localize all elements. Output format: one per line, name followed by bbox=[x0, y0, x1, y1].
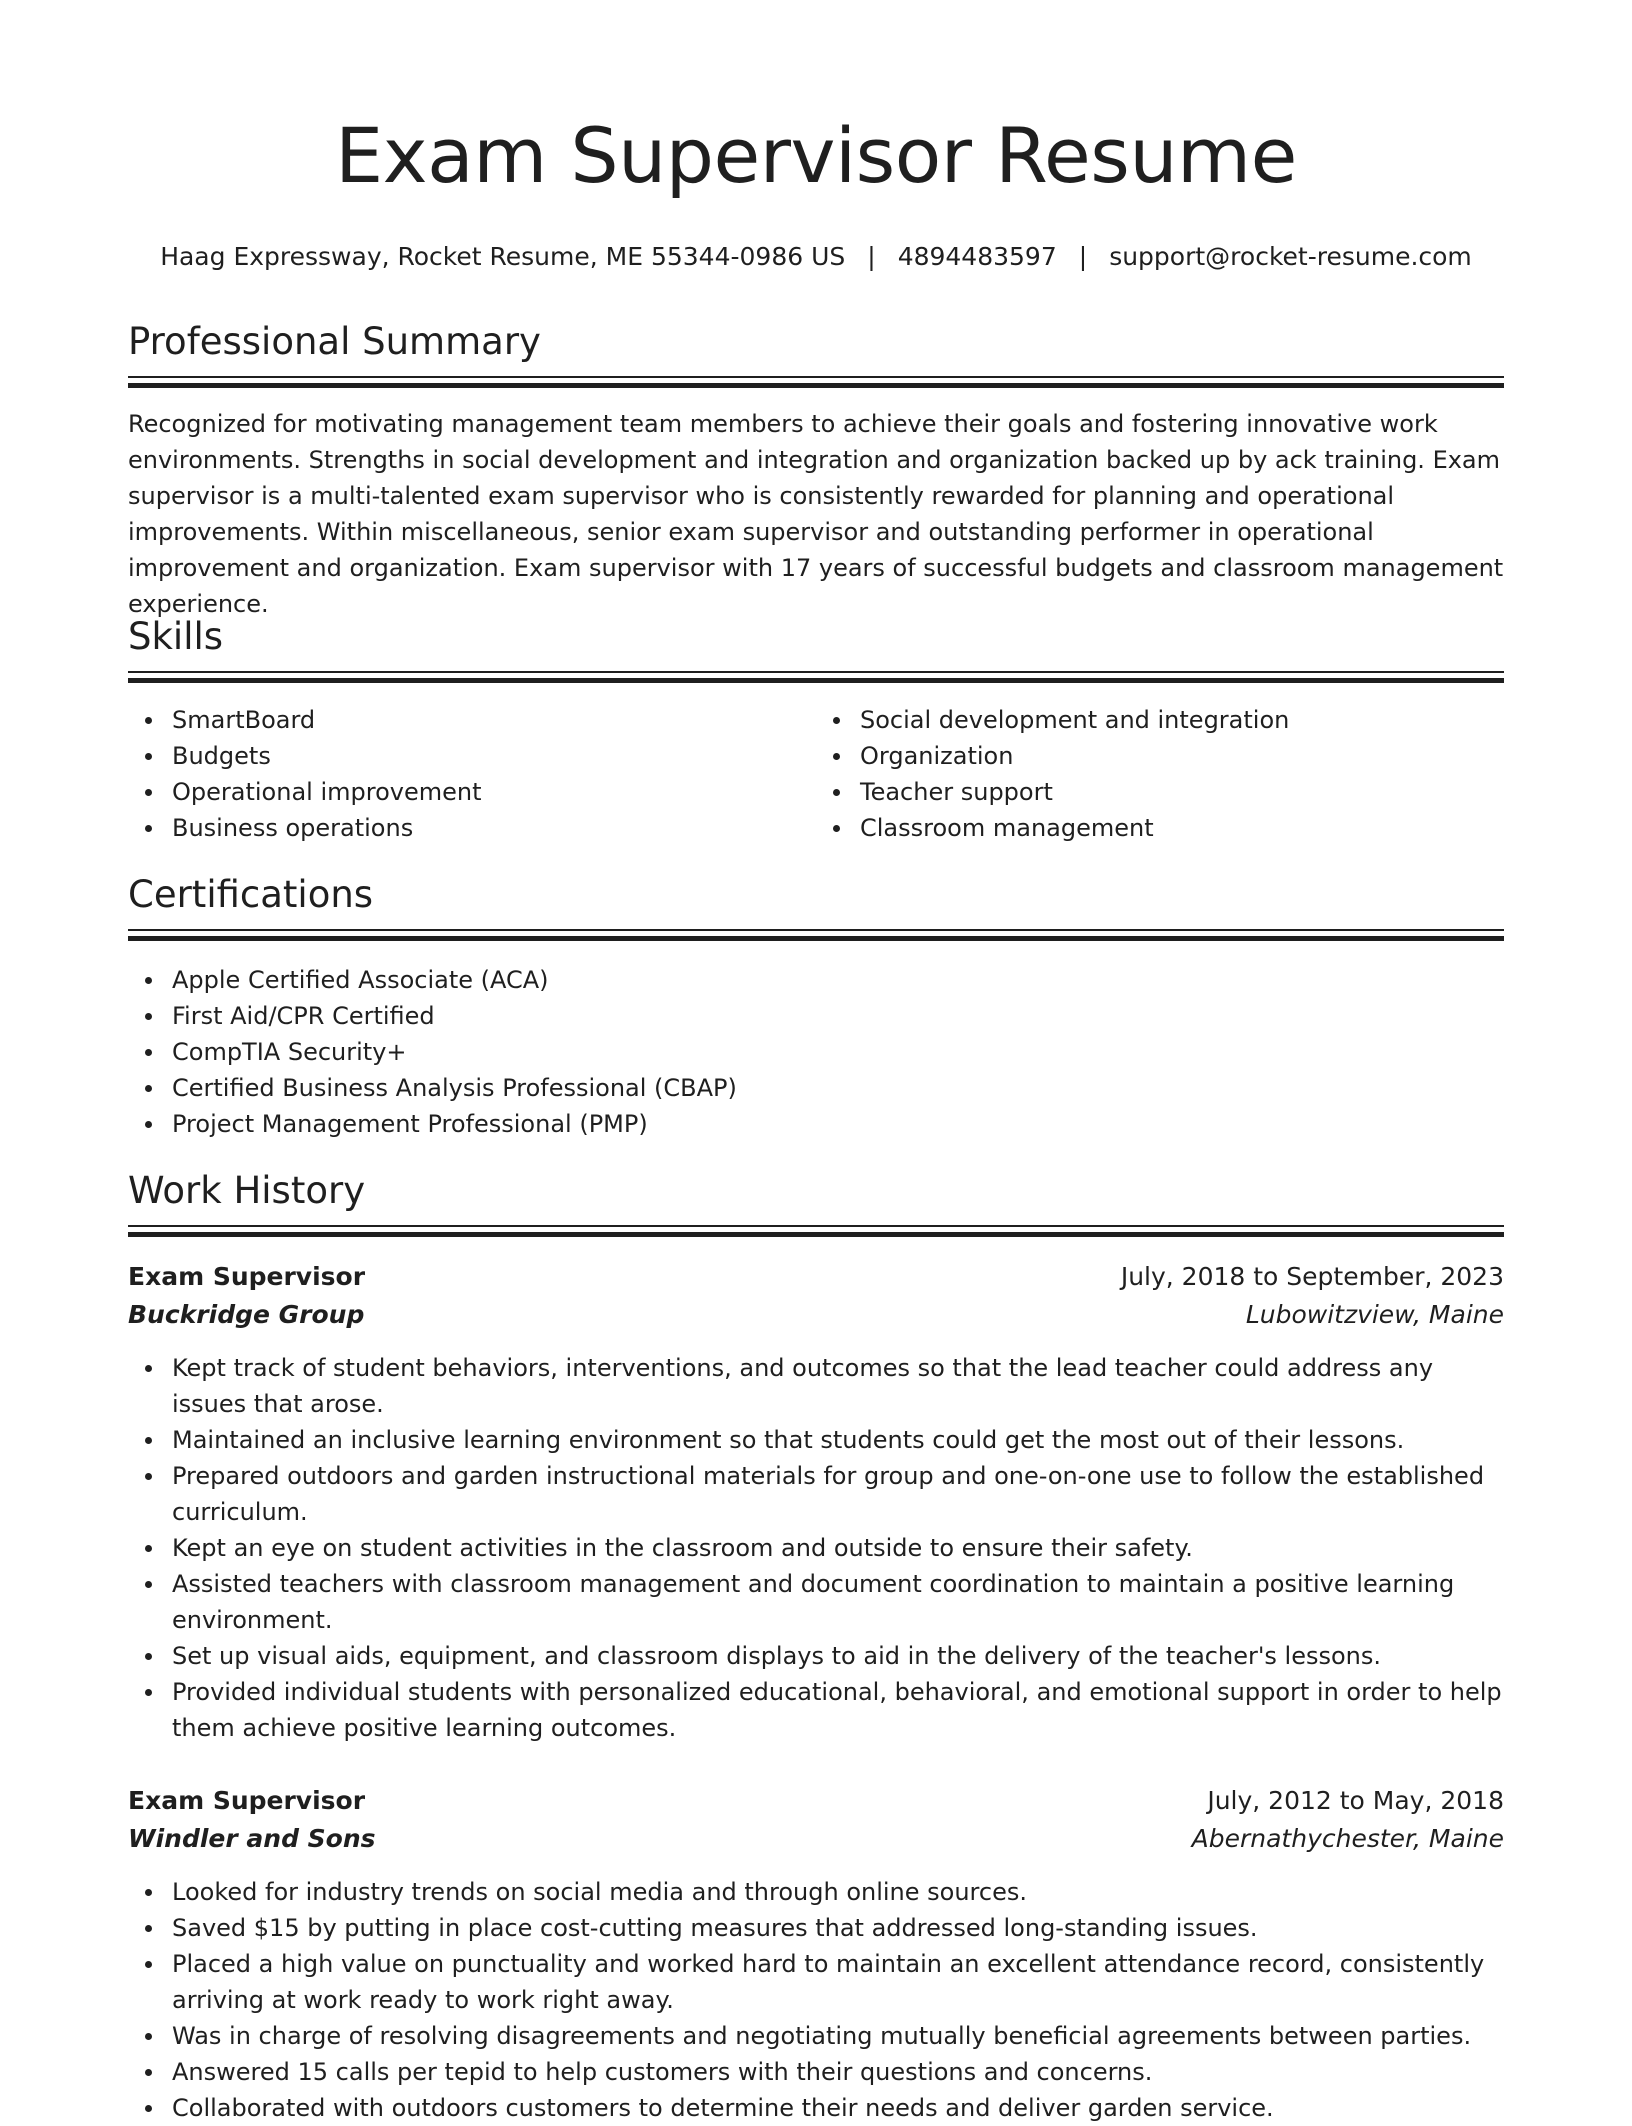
job-duty-item: Assisted teachers with classroom management and document coordination to maintain a positive learning environment. bbox=[172, 1566, 1504, 1638]
job-duty-item: Was in charge of resolving disagreements and negotiating mutually beneficial agreements between parties. bbox=[172, 2018, 1504, 2054]
section-heading: Certifications bbox=[128, 873, 374, 916]
job-company-row bbox=[128, 1820, 1504, 1858]
job-duty-item: Prepared outdoors and garden instructional materials for group and one-on-one use to follow the established curriculum. bbox=[172, 1458, 1504, 1530]
job-title: Exam Supervisor bbox=[128, 1262, 366, 1291]
job-company-row bbox=[128, 1296, 1504, 1334]
section-heading: Work History bbox=[128, 1169, 366, 1212]
section-heading: Skills bbox=[128, 615, 224, 658]
job-entry bbox=[128, 1782, 1504, 2126]
job-duty-item: Saved $15 by putting in place cost-cutting measures that addressed long-standing issues. bbox=[172, 1910, 1504, 1946]
job-title: Exam Supervisor bbox=[128, 1786, 366, 1815]
skills-column-right bbox=[816, 702, 1504, 846]
skill-item: Operational improvement bbox=[172, 774, 816, 810]
work-section-header bbox=[128, 1169, 1504, 1239]
job-duty-item: Placed a high value on punctuality and worked hard to maintain an excellent attendance record, consistently arriving at work ready to work right away. bbox=[172, 1946, 1504, 2018]
job-duties-list bbox=[128, 1874, 1504, 2126]
job-duty-item: Kept track of student behaviors, interventions, and outcomes so that the lead teacher could address any issues that arose. bbox=[172, 1350, 1504, 1422]
section-rule bbox=[128, 671, 1504, 685]
job-header-row bbox=[128, 1258, 1504, 1296]
skills-section-header bbox=[128, 615, 1504, 685]
address: Haag Expressway, Rocket Resume, ME 55344-0986 US bbox=[160, 242, 846, 271]
job-duty-item: Answered 15 calls per tepid to help customers with their questions and concerns. bbox=[172, 2054, 1504, 2090]
summary-text: Recognized for motivating management team members to achieve their goals and fostering innovative work environments. Strengths in social development and integration and organization backed up by ack training. Exam supervisor is a multi-talented exam supervisor who is consistently rewarded for planning and operational improvements. Within miscellaneous, senior exam supervisor and outstanding performer in operational improvement and organization. Exam supervisor with 17 years of successful budgets and classroom management experience. bbox=[128, 410, 1504, 618]
job-dates: July, 2012 to May, 2018 bbox=[1207, 1786, 1504, 1815]
certifications-section-header bbox=[128, 873, 1504, 943]
separator: | bbox=[1078, 242, 1088, 271]
resume-title: Exam Supervisor Resume bbox=[335, 111, 1297, 200]
section-heading: Professional Summary bbox=[128, 320, 541, 363]
skill-item: Classroom management bbox=[860, 810, 1504, 846]
job-duty-item: Kept an eye on student activities in the classroom and outside to ensure their safety. bbox=[172, 1530, 1504, 1566]
skills-list bbox=[128, 702, 1504, 846]
job-duty-item: Collaborated with outdoors customers to determine their needs and deliver garden service. bbox=[172, 2090, 1504, 2126]
skills-column-left bbox=[128, 702, 816, 846]
job-duty-item: Looked for industry trends on social media and through online sources. bbox=[172, 1874, 1504, 1910]
certification-item: Apple Certified Associate (ACA) bbox=[172, 962, 1504, 998]
certification-item: Project Management Professional (PMP) bbox=[172, 1106, 1504, 1142]
section-rule bbox=[128, 929, 1504, 943]
company-name: Buckridge Group bbox=[128, 1300, 365, 1329]
skill-item: Budgets bbox=[172, 738, 816, 774]
contact-line bbox=[128, 242, 1504, 272]
skill-item: Teacher support bbox=[860, 774, 1504, 810]
skill-item: Organization bbox=[860, 738, 1504, 774]
skill-item: Business operations bbox=[172, 810, 816, 846]
certification-item: First Aid/CPR Certified bbox=[172, 998, 1504, 1034]
certification-item: Certified Business Analysis Professional (CBAP) bbox=[172, 1070, 1504, 1106]
job-duty-item: Provided individual students with personalized educational, behavioral, and emotional support in order to help them achieve positive learning outcomes. bbox=[172, 1674, 1504, 1746]
job-dates: July, 2018 to September, 2023 bbox=[1120, 1262, 1504, 1291]
job-duties-list bbox=[128, 1350, 1504, 1746]
company-name: Windler and Sons bbox=[128, 1824, 376, 1853]
phone: 4894483597 bbox=[897, 242, 1057, 271]
section-rule bbox=[128, 1225, 1504, 1239]
certification-item: CompTIA Security+ bbox=[172, 1034, 1504, 1070]
summary-section-header bbox=[128, 320, 1504, 390]
job-entry bbox=[128, 1258, 1504, 1746]
skill-item: Social development and integration bbox=[860, 702, 1504, 738]
job-location: Abernathychester, Maine bbox=[1191, 1824, 1504, 1853]
job-header-row bbox=[128, 1782, 1504, 1820]
separator: | bbox=[867, 242, 876, 271]
certifications-list bbox=[128, 962, 1504, 1142]
skill-item: SmartBoard bbox=[172, 702, 816, 738]
job-duty-item: Set up visual aids, equipment, and classroom displays to aid in the delivery of the teacher's lessons. bbox=[172, 1638, 1504, 1674]
job-duty-item: Maintained an inclusive learning environment so that students could get the most out of their lessons. bbox=[172, 1422, 1504, 1458]
email[interactable]: support@rocket-resume.com bbox=[1109, 242, 1472, 271]
job-location: Lubowitzview, Maine bbox=[1245, 1300, 1504, 1329]
section-rule bbox=[128, 376, 1504, 390]
